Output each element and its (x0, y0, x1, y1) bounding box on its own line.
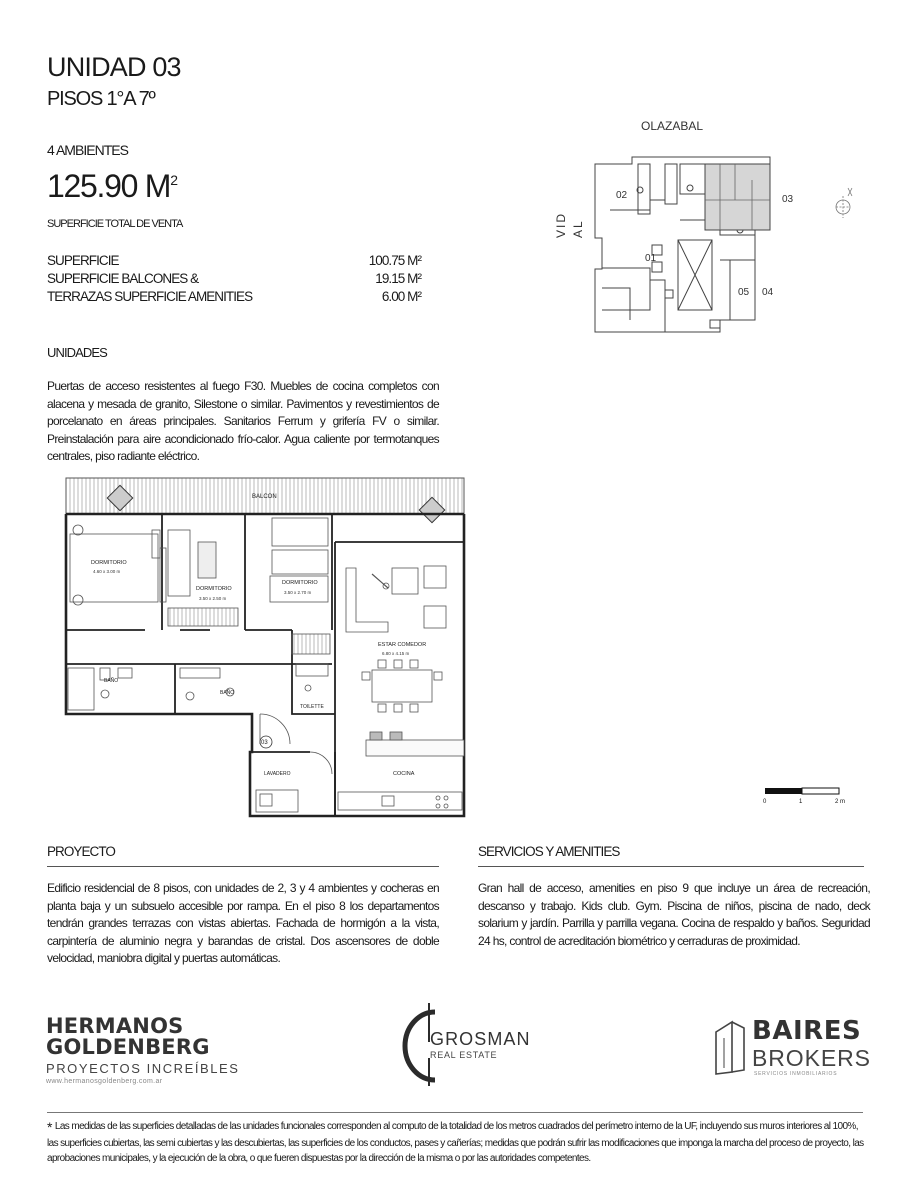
footnote-text: Las medidas de las superficies detalladas de las unidades funcionales corresponden al computo de la totalidad de los metros cuadrados del perímetro interno de la UF, incluyendo sus muros interiores al 100%, las superficies cubiertas, las semi cubiertas y las descubiertas, las superficies de los conductos, pases y cañerías; medidas que podrán sufrir las modificaciones que imponga la marcha del proceso de proyecto, las aprobaciones municipales, y la ejecución de la obra, o que fueren dispuestas por la dirección de la misma o por las autoridades competentes. (47, 1121, 864, 1164)
proyecto-text: Edificio residencial de 8 pisos, con unidades de 2, 3 y 4 ambientes y cocheras en planta baja y un subsuelo accesible por rampa. En el piso 8 los departamentos tendrán grandes terrazas con vistas abiertas. Fachada de hormigón a la vista, carpintería de aluminio negra y barandas de cristal. Dos ascensores de doble velocidad, maniobra digital y puertas automáticas. (47, 881, 439, 965)
dorm1-label: DORMITORIO (91, 560, 127, 566)
unit-title: UNIDAD 03 (47, 52, 181, 82)
footnote-star: * (47, 1119, 52, 1135)
total-area-caption: SUPERFICIE TOTAL DE VENTA (47, 218, 183, 230)
hg-tagline: PROYECTOS INCREÍBLES (46, 1061, 240, 1076)
proyecto-heading: PROYECTO (47, 844, 115, 859)
bb-tagline: SERVICIOS INMOBILIARIOS (754, 1071, 838, 1077)
footnote (47, 1119, 869, 1167)
unit-tag: 03 (261, 740, 268, 746)
key-plan (540, 120, 880, 350)
proyecto-rule (47, 866, 439, 867)
bb-line1: BAIRES (752, 1016, 862, 1046)
bb-line2: BROKERS (752, 1045, 871, 1071)
unit-rooms: 4 AMBIENTES (47, 142, 129, 158)
surface-row (47, 288, 421, 306)
unit-total-area (47, 168, 177, 205)
dorm3-dims: 3.50 x 2.70 m (284, 590, 312, 595)
surface-table (47, 252, 421, 306)
surface-value: 100.75 M² (368, 253, 421, 268)
cocina-label: COCINA (393, 771, 415, 777)
keyplan-unit-label: 05 (738, 287, 750, 298)
toilette-label: TOILETTE (300, 704, 324, 710)
grosman-sub: REAL ESTATE (430, 1050, 498, 1060)
dorm2-dims: 3.50 x 2.50 m (199, 596, 227, 601)
keyplan-unit-label: 02 (616, 190, 628, 201)
dining-table (362, 660, 442, 712)
baires-brokers-building-icon (712, 1018, 748, 1076)
surface-label: TERRAZAS SUPERFICIE AMENITIES (47, 289, 253, 304)
total-area-value: 125.90 M (47, 168, 171, 204)
surface-value: 19.15 M² (375, 271, 421, 286)
floor-plan (60, 472, 470, 818)
dorm2-label: DORMITORIO (196, 586, 232, 592)
scale-label: 2 m (835, 799, 846, 805)
lavadero-label: LAVADERO (264, 771, 291, 777)
hg-url: www.hermanosgoldenberg.com.ar (46, 1078, 163, 1085)
street-olazabal: OLAZABAL (641, 120, 704, 133)
surface-label: SUPERFICIE BALCONES & (47, 271, 199, 286)
total-area-unit-sup: 2 (170, 172, 177, 188)
estar-label: ESTAR COMEDOR (378, 642, 427, 648)
unit-floors: PISOS 1°A 7º (47, 88, 155, 110)
scale-label: 0 (763, 799, 767, 805)
hg-line2: GOLDENBERG (46, 1035, 210, 1059)
grosman-name: GROSMAN (430, 1029, 531, 1049)
surface-label: SUPERFICIE (47, 253, 119, 268)
street-vidal-1: VID (554, 211, 568, 238)
bano2-label: BAÑO (220, 690, 235, 696)
hg-line1: HERMANOS (46, 1014, 184, 1038)
keyplan-unit-label: 03 (782, 194, 794, 205)
footnote-rule (47, 1112, 863, 1113)
hermanos-goldenberg-logo (46, 1016, 240, 1085)
keyplan-unit-label: 01 (645, 253, 657, 264)
keyplan-unit-label: 04 (762, 287, 774, 298)
floor-plan-drawing (60, 472, 470, 818)
estar-dims: 6.80 x 4.15 m (382, 651, 410, 656)
dorm3-label: DORMITORIO (282, 580, 318, 586)
surface-row (47, 252, 421, 270)
unit-03-highlight (705, 164, 770, 230)
surface-row (47, 270, 421, 288)
scale-label: 1 (799, 799, 803, 805)
scale-bar (760, 784, 855, 808)
north-arrow-icon (836, 188, 852, 218)
street-vidal-2: AL (571, 219, 585, 238)
balcon-label: BALCON (252, 494, 277, 500)
key-plan-drawing (540, 120, 880, 350)
bano1-label: BAÑO (104, 678, 119, 684)
unidades-heading: UNIDADES (47, 345, 107, 360)
surface-value: 6.00 M² (381, 289, 421, 304)
dorm1-dims: 4.60 x 3.00 m (93, 569, 121, 574)
servicios-rule (478, 866, 864, 867)
unidades-text: Puertas de acceso resistentes al fuego F30. Muebles de cocina completos con alacena y mesada de granito, Silestone o similar. Pavimentos y revestimientos de porcelanato en áreas principales. Sanitarios Ferrum y grifería FV o similar. Preinstalación para aire acondicionado frío-calor. Agua caliente por termotanques centrales, piso radiante eléctrico. (47, 379, 439, 463)
servicios-text: Gran hall de acceso, amenities en piso 9 que incluye un área de recreación, descanso y trabajo. Kids club. Gym. Piscina de niños, piscina de nado, deck solarium y jardín. Parrilla y parrilla vegana. Cocina de respaldo y baños. Seguridad 24 hs, control de acreditación biométrico y cerraduras de proximidad. (478, 881, 870, 948)
servicios-heading: SERVICIOS Y AMENITIES (478, 844, 620, 859)
